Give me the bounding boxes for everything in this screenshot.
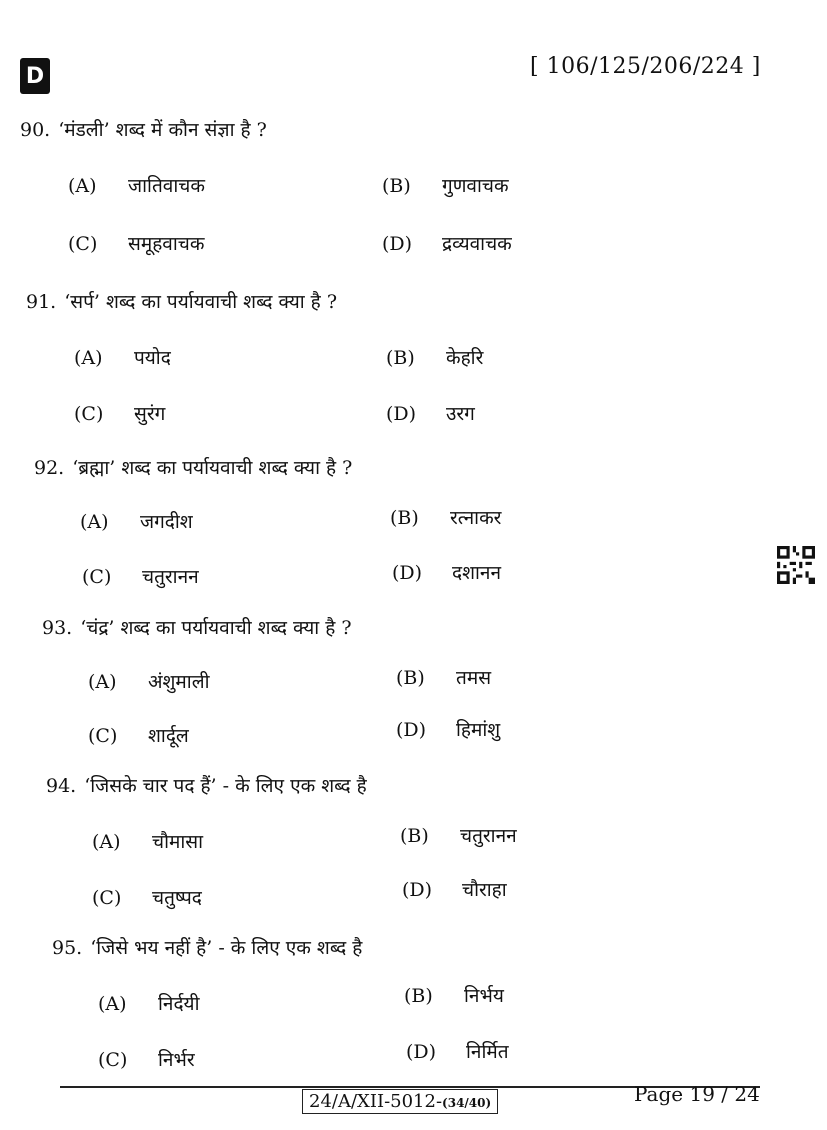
question-number: 95. [52,937,83,959]
booklet-code [302,1089,498,1114]
option-label: (A) [98,993,127,1015]
option-label: (A) [88,671,117,693]
option-92-c[interactable] [82,563,199,589]
option-text: उरग [446,403,475,425]
option-label: (B) [390,507,419,529]
question-93 [42,614,352,640]
option-label: (C) [82,566,112,588]
option-text: सुरंग [134,403,166,425]
option-91-c[interactable] [74,400,165,426]
option-93-c[interactable] [88,722,189,748]
option-90-b[interactable] [382,172,509,198]
option-label: (A) [80,511,109,533]
option-text: केहरि [446,347,484,369]
option-text: तमस [456,667,492,689]
option-94-d[interactable] [402,876,507,902]
question-text: ‘जिसके चार पद हैं’ - के लिए एक शब्द है [84,775,367,797]
option-label: (C) [68,233,98,255]
option-95-a[interactable] [98,990,200,1016]
option-91-d[interactable] [386,400,475,426]
option-label: (B) [400,825,429,847]
question-text: ‘ब्रह्मा’ शब्द का पर्यायवाची शब्द क्या है ? [72,457,353,479]
option-text: जगदीश [140,511,193,533]
question-text: ‘चंद्र’ शब्द का पर्यायवाची शब्द क्या है ? [80,617,352,639]
qr-code-icon [777,546,815,584]
option-label: (D) [386,403,417,425]
question-number: 91. [26,291,57,313]
option-93-b[interactable] [396,664,491,690]
option-text: जातिवाचक [128,175,205,197]
option-label: (B) [386,347,415,369]
option-text: निर्दयी [158,993,200,1015]
option-91-a[interactable] [74,344,171,370]
paper-codes: [ 106/125/206/224 ] [530,54,761,79]
option-text: चौमासा [152,831,204,853]
option-label: (D) [392,562,423,584]
option-95-c[interactable] [98,1046,195,1072]
question-90 [20,116,267,142]
question-text: ‘जिसे भय नहीं है’ - के लिए एक शब्द है [90,937,363,959]
question-number: 92. [34,457,65,479]
option-94-a[interactable] [92,828,203,854]
booklet-code-main: 24/A/XII-5012- [309,1091,443,1112]
option-label: (D) [406,1041,437,1063]
option-label: (B) [396,667,425,689]
option-92-a[interactable] [80,508,193,534]
question-text: ‘सर्प’ शब्द का पर्यायवाची शब्द क्या है ? [64,291,338,313]
option-95-d[interactable] [406,1038,509,1064]
option-text: दशानन [452,562,502,584]
option-text: निर्मित [466,1041,509,1063]
option-text: चतुष्पद [152,887,202,909]
option-text: शार्दूल [148,725,189,747]
option-90-d[interactable] [382,230,512,256]
option-text: रत्नाकर [450,507,502,529]
option-text: पयोद [134,347,171,369]
option-text: चतुरानन [460,825,517,847]
option-text: चतुरानन [142,566,199,588]
option-text: अंशुमाली [148,671,210,693]
option-label: (D) [396,719,427,741]
option-92-b[interactable] [390,504,501,530]
option-90-a[interactable] [68,172,205,198]
option-92-d[interactable] [392,559,501,585]
option-label: (C) [92,887,122,909]
option-text: निर्भय [464,985,504,1007]
option-text: निर्भर [158,1049,195,1071]
option-label: (B) [404,985,433,1007]
question-91 [26,288,337,314]
option-label: (A) [74,347,103,369]
option-93-a[interactable] [88,668,210,694]
option-94-c[interactable] [92,884,202,910]
option-90-c[interactable] [68,230,204,256]
option-label: (D) [402,879,433,901]
option-93-d[interactable] [396,716,500,742]
option-text: समूहवाचक [128,233,205,255]
option-text: द्रव्यवाचक [442,233,512,255]
option-94-b[interactable] [400,822,517,848]
question-number: 90. [20,119,51,141]
option-label: (D) [382,233,413,255]
option-label: (A) [68,175,97,197]
option-text: हिमांशु [456,719,501,741]
option-label: (A) [92,831,121,853]
option-label: (C) [74,403,104,425]
option-label: (C) [98,1049,128,1071]
option-91-b[interactable] [386,344,483,370]
option-text: गुणवाचक [442,175,509,197]
booklet-code-suffix: (34/40) [442,1096,492,1110]
question-95 [52,934,362,960]
set-letter-badge: D [20,58,50,94]
question-94 [46,772,367,798]
page-number: Page 19 / 24 [634,1082,760,1106]
option-text: चौराहा [462,879,507,901]
option-95-b[interactable] [404,982,504,1008]
question-number: 94. [46,775,77,797]
question-text: ‘मंडली’ शब्द में कौन संज्ञा है ? [58,119,267,141]
option-label: (B) [382,175,411,197]
question-number: 93. [42,617,73,639]
option-label: (C) [88,725,118,747]
question-92 [34,454,352,480]
